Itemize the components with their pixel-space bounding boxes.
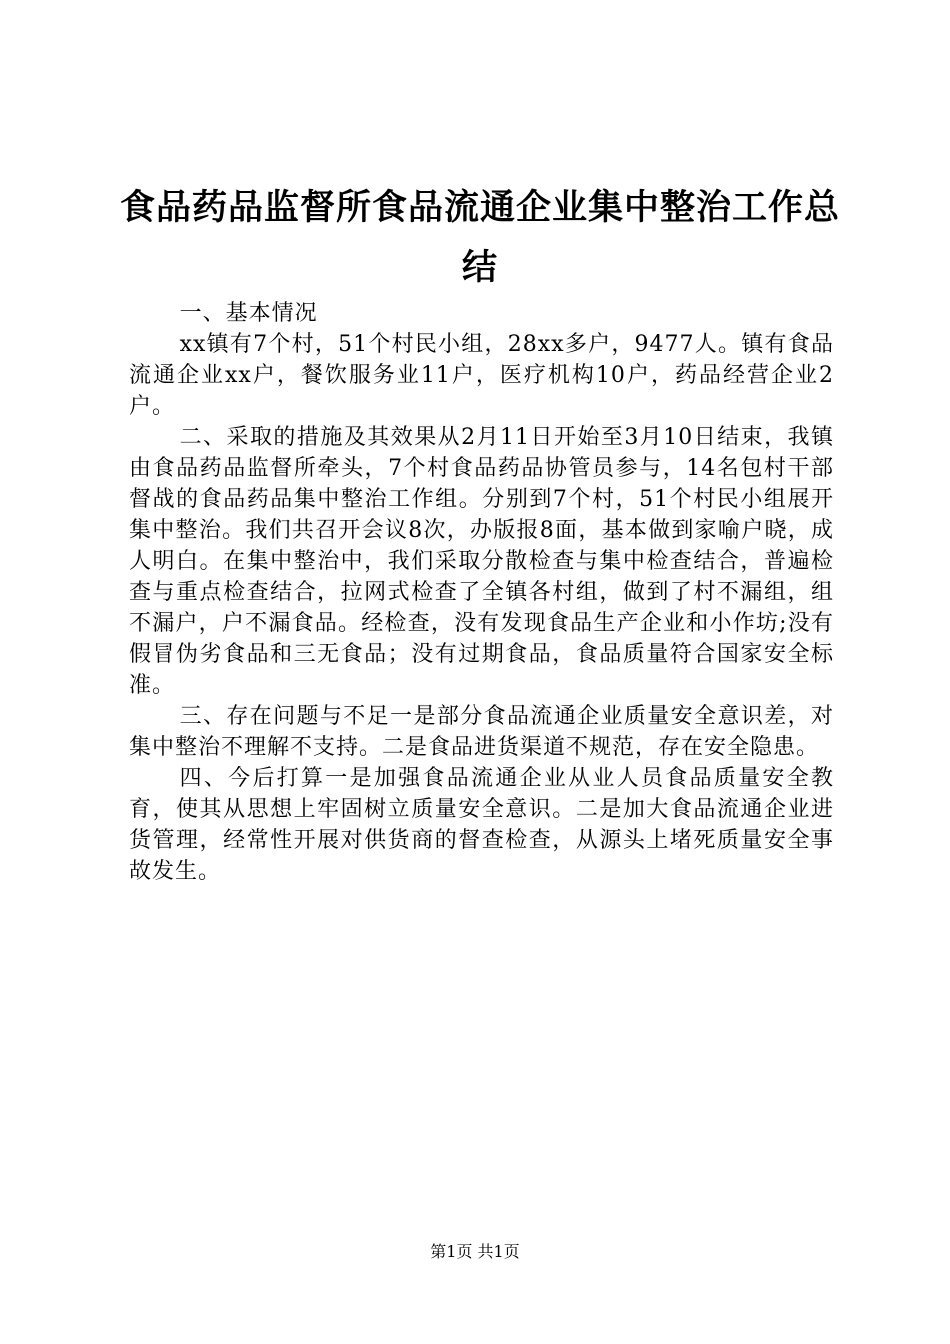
section-heading-basic-situation: 一、基本情况 [179,301,318,326]
paragraph-future-plans: 四、今后打算一是加强食品流通企业从业人员食品质量安全教育，使其从思想上牢固树立质量安全意识。二是加大食品流通企业进货管理，经常性开展对供货商的督查检查，从源头上堵死质量安全事故发生。 [129,766,834,884]
paragraph-measures-and-effects: 二、采取的措施及其效果从2月11日开始至3月10日结束，我镇由食品药品监督所牵头，7个村食品药品协管员参与，14名包村干部督战的食品药品集中整治工作组。分别到7个村，51个村民小组展开集中整治。我们共召开会议8次，办版报8面，基本做到家喻户晓，成人明白。在集中整治中，我们采取分散检查与集中检查结合，普遍检查与重点检查结合，拉网式检查了全镇各村组，做到了村不漏组，组不漏户，户不漏食品。经检查，没有发现食品生产企业和小作坊;没有假冒伪劣食品和三无食品；没有过期食品，食品质量符合国家安全标准。 [129,425,834,698]
document-body [129,298,834,887]
document-title: 食品药品监督所食品流通企业集中整治工作总结 [119,188,840,288]
paragraph-basic-situation: xx镇有7个村，51个村民小组，28xx多户，9477人。镇有食品流通企业xx户，餐饮服务业11户，医疗机构10户，药品经营企业2户。 [129,332,834,419]
paragraph-problems: 三、存在问题与不足一是部分食品流通企业质量安全意识差，对集中整治不理解不支持。二是食品进货渠道不规范，存在安全隐患。 [129,704,834,760]
page-number-footer: 第1页 共1页 [430,1242,520,1261]
